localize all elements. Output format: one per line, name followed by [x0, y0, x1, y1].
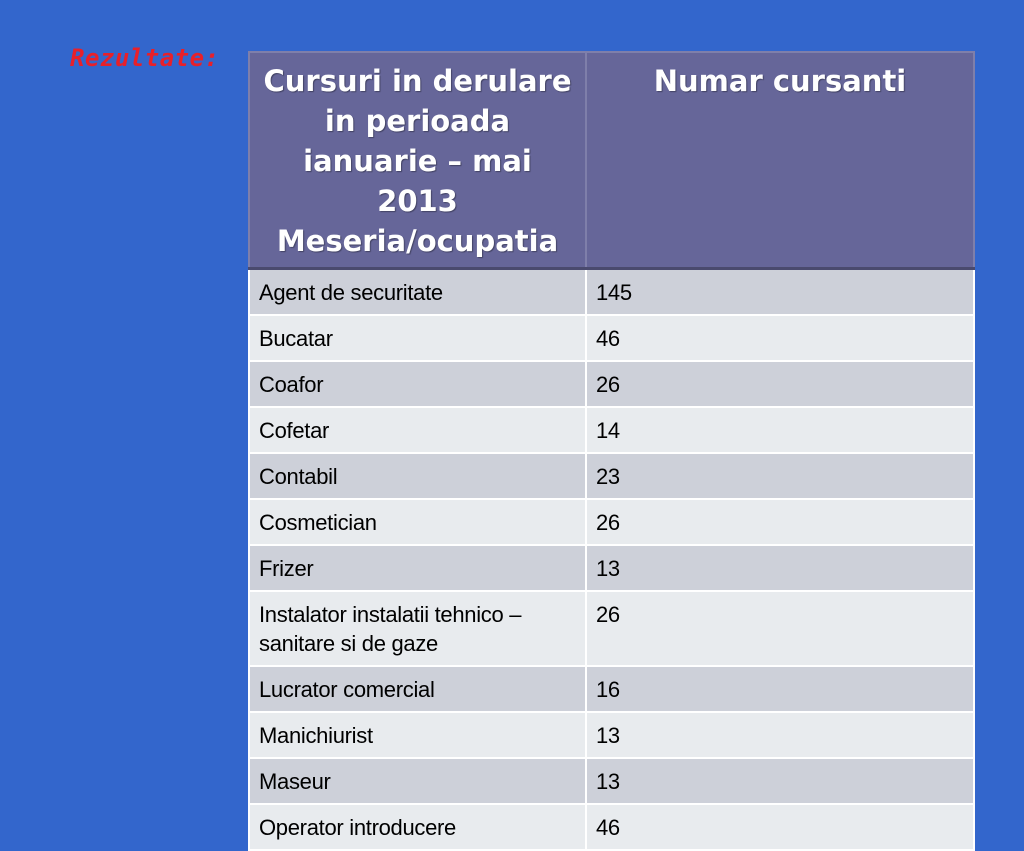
count-cell: 16	[586, 666, 974, 712]
count-cell: 46	[586, 315, 974, 361]
table-row	[249, 499, 974, 545]
count-cell: 26	[586, 499, 974, 545]
table-row	[249, 804, 974, 850]
count-cell: 14	[586, 407, 974, 453]
count-cell: 26	[586, 361, 974, 407]
table-row	[249, 361, 974, 407]
occupation-cell: Lucrator comercial	[249, 666, 586, 712]
results-table	[248, 51, 975, 851]
occupation-cell: Instalator instalatii tehnico – sanitare si de gaze	[249, 591, 586, 666]
count-cell: 26	[586, 591, 974, 666]
table-row	[249, 545, 974, 591]
count-cell: 145	[586, 269, 974, 316]
header-occupation	[249, 52, 586, 269]
occupation-cell: Cofetar	[249, 407, 586, 453]
slide-label: Rezultate:	[70, 44, 220, 72]
table-header-row	[249, 52, 974, 269]
count-cell: 13	[586, 712, 974, 758]
table-row	[249, 453, 974, 499]
table-row	[249, 315, 974, 361]
occupation-cell: Bucatar	[249, 315, 586, 361]
header-count	[586, 52, 974, 269]
header-occupation-text: Cursuri in derulare in perioada ianuarie – mai 2013 Meseria/ocupatia	[263, 64, 572, 258]
occupation-cell: Operator introducere	[249, 804, 586, 850]
count-cell: 13	[586, 545, 974, 591]
table-row	[249, 269, 974, 316]
table-row	[249, 666, 974, 712]
count-cell: 23	[586, 453, 974, 499]
occupation-cell: Coafor	[249, 361, 586, 407]
occupation-cell: Manichiurist	[249, 712, 586, 758]
count-cell: 46	[586, 804, 974, 850]
occupation-cell: Agent de securitate	[249, 269, 586, 316]
occupation-cell: Frizer	[249, 545, 586, 591]
table-row	[249, 712, 974, 758]
occupation-cell: Maseur	[249, 758, 586, 804]
table-row	[249, 407, 974, 453]
occupation-cell: Contabil	[249, 453, 586, 499]
header-count-text: Numar cursanti	[653, 64, 907, 98]
table-row	[249, 758, 974, 804]
table-row	[249, 591, 974, 666]
count-cell: 13	[586, 758, 974, 804]
occupation-cell: Cosmetician	[249, 499, 586, 545]
